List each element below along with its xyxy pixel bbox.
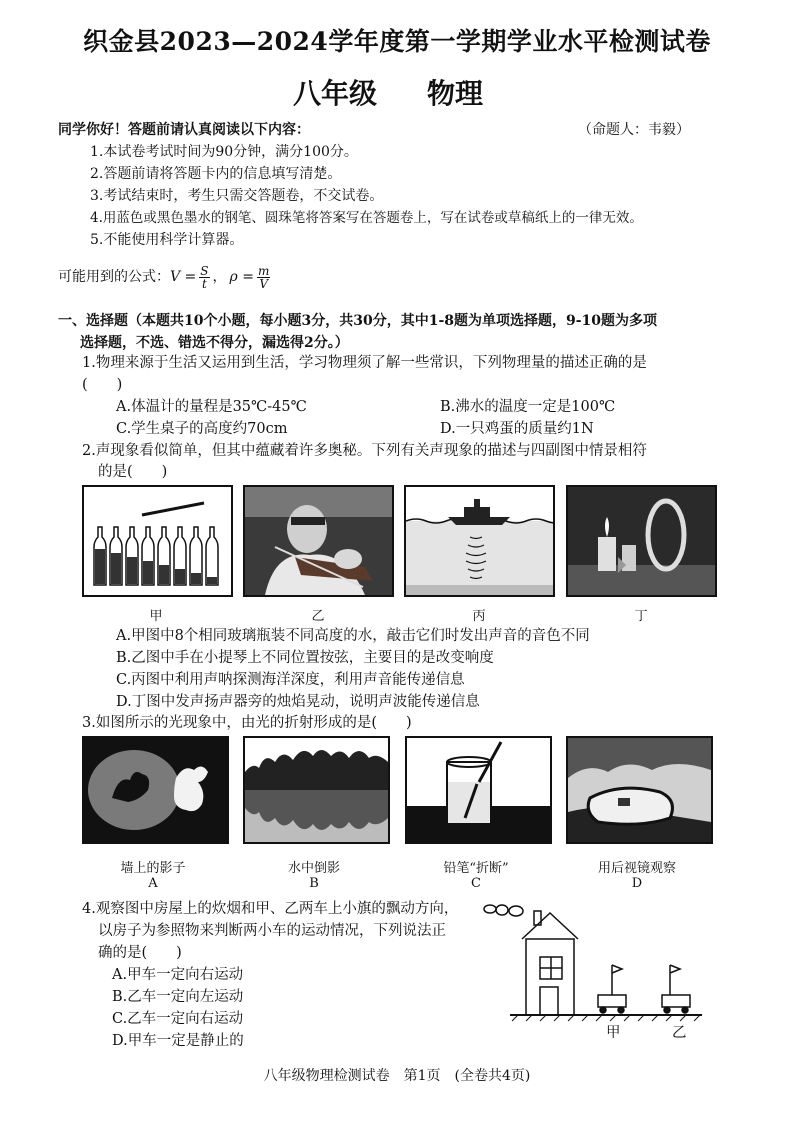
figure-house-cars — [470, 895, 720, 1035]
formula-label: 可能用到的公式： — [58, 269, 170, 285]
section-heading: 一、选择题（本题共10个小题，每小题3分，共30分，其中1-8题为单项选择题，9-10题为多项 — [58, 313, 658, 329]
q2-caption-jia: 甲 — [149, 609, 163, 624]
q2-caption-bing: 丙 — [472, 609, 486, 624]
formula-m: m — [257, 263, 270, 278]
q2-caption-yi: 乙 — [311, 609, 325, 624]
figure-ding-speaker — [566, 485, 717, 597]
q3-letter-b: B — [309, 876, 319, 891]
q3-caption-b: 水中倒影 — [287, 861, 340, 876]
formula-line — [58, 260, 270, 294]
notice-item: 5.不能使用科学计算器。 — [90, 232, 244, 248]
q1-blank: ( ) — [82, 377, 123, 393]
formula-t: t — [202, 276, 207, 291]
grade-label: 八年级 — [293, 77, 378, 110]
q3-caption-d: 用后视镜观察 — [597, 861, 676, 876]
formula-s: S — [200, 263, 209, 278]
q4-option-c: C.乙车一定向右运动 — [112, 1011, 244, 1027]
q1-option-a: A.体温计的量程是35℃-45℃ — [116, 399, 307, 415]
q4-stem-cont2: 确的是( ) — [98, 945, 182, 961]
q2-option-b: B.乙图中手在小提琴上不同位置按弦，主要目的是改变响度 — [116, 650, 494, 666]
notice-item: 4.用蓝色或黑色墨水的钢笔、圆珠笔将答案写在答题卷上，写在试卷或草稿纸上的一律无效。 — [90, 210, 643, 226]
figure-bing-sonar — [404, 485, 555, 597]
q2-stem: 2.声现象看似简单，但其中蕴藏着许多奥秘。下列有关声现象的描述与四副图中情景相符 — [82, 443, 647, 459]
q4-option-b: B.乙车一定向左运动 — [112, 989, 244, 1005]
formula-rho: ρ = — [229, 269, 254, 285]
notice-item: 3.考试结束时，考生只需交答题卷，不交试卷。 — [90, 188, 384, 204]
q4-stem-cont: 以房子为参照物来判断两小车的运动情况，下列说法正 — [98, 923, 446, 939]
formula-sep: ， — [212, 269, 227, 285]
car-yi-label: 乙 — [672, 1025, 687, 1041]
q1-option-b: B.沸水的温度一定是100℃ — [440, 399, 616, 415]
author-note: （命题人：韦毅） — [578, 122, 690, 138]
q1-option-d: D.一只鸡蛋的质量约1N — [440, 421, 594, 437]
notice-item: 2.答题前请将答题卡内的信息填写清楚。 — [90, 166, 342, 182]
q3-letter-a: A — [148, 876, 158, 891]
figure-jia-bottles — [82, 485, 233, 597]
q2-option-a: A.甲图中8个相同玻璃瓶装不同高度的水，敲击它们时发出声音的音色不同 — [116, 628, 590, 644]
formula-v: V = — [170, 269, 197, 285]
q3-letter-c: C — [471, 876, 481, 891]
formula-V: V — [259, 276, 268, 291]
q4-option-d: D.甲车一定是静止的 — [112, 1033, 244, 1049]
formula-density-fraction — [257, 265, 270, 290]
formula-velocity-fraction — [199, 265, 209, 290]
car-jia-label: 甲 — [606, 1025, 621, 1041]
figure-b-reflection — [243, 736, 390, 844]
q3-caption-c: 铅笔“折断” — [443, 861, 509, 876]
figure-c-pencil — [405, 736, 552, 844]
q3-caption-a: 墙上的影子 — [120, 861, 186, 876]
subject-label: 物理 — [427, 77, 484, 110]
figure-d-mirror — [566, 736, 713, 844]
exam-title: 织金县2023—2024学年度第一学期学业水平检测试卷 — [83, 27, 711, 56]
section-heading-cont: 选择题，不选、错选不得分，漏选得2分。） — [80, 335, 349, 351]
q2-option-c: C.丙图中利用声呐探测海洋深度，利用声音能传递信息 — [116, 672, 465, 688]
q2-option-d: D.丁图中发声扬声器旁的烛焰晃动，说明声波能传递信息 — [116, 694, 480, 710]
q3-letter-d: D — [631, 876, 643, 891]
q4-stem: 4.观察图中房屋上的炊烟和甲、乙两车上小旗的飘动方向， — [82, 901, 459, 917]
q1-stem: 1.物理来源于生活又运用到生活，学习物理须了解一些常识，下列物理量的描述正确的是 — [82, 355, 647, 371]
q4-option-a: A.甲车一定向右运动 — [112, 967, 244, 983]
q1-option-c: C.学生桌子的高度约70cm — [116, 421, 288, 437]
figure-yi-violin — [243, 485, 394, 597]
q3-stem: 3.如图所示的光现象中，由光的折射形成的是( ) — [82, 715, 412, 731]
q2-stem-cont: 的是( ) — [98, 464, 168, 480]
notice-item: 1.本试卷考试时间为90分钟，满分100分。 — [90, 144, 358, 160]
q2-caption-ding: 丁 — [634, 609, 648, 624]
page-footer: 八年级物理检测试卷 第1页 (全卷共4页) — [263, 1068, 531, 1084]
figure-a-shadow — [82, 736, 229, 844]
notice-greeting: 同学你好！答题前请认真阅读以下内容： — [58, 122, 310, 138]
